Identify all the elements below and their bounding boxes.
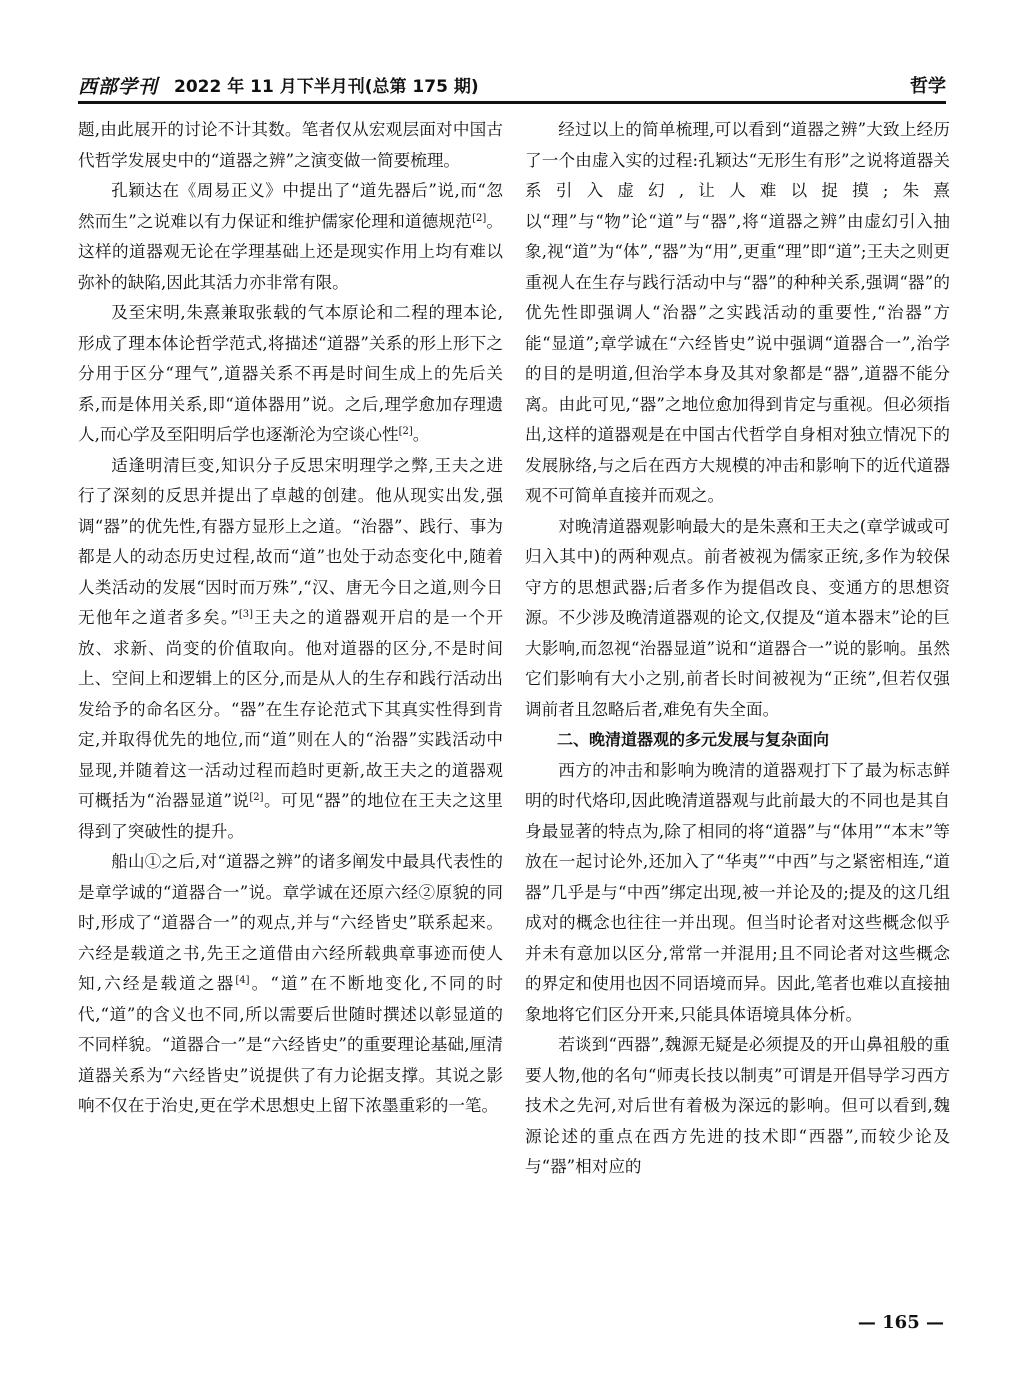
journal-logo: 西部学刊	[78, 76, 159, 98]
paragraph: 若谈到“西器”,魏源无疑是必须提及的开山鼻祖般的重要人物,他的名句“师夷长技以制夷”可谓是开倡导学习西方技术之先河,对后世有着极为深远的影响。但可以看到,魏源论述的重点在西方先进的技术即“西器”,而较少论及与“器”相对应的	[525, 1035, 950, 1176]
issue-info: 2022 年 11 月下半月刊(总第 175 期)	[174, 77, 479, 97]
paragraph: 孔颖达在《周易正义》中提出了“道先器后”说,而“忽然而生”之说难以有力保证和维护儒家伦理和道德规范[2]。这样的道器观无论在学理基础上还是现实作用上均有难以弥补的缺陷,因此其活力亦非常有限。	[78, 181, 504, 292]
paragraph: 适逢明清巨变,知识分子反思宋明理学之弊,王夫之进行了深刻的反思并提出了卓越的创建。他从现实出发,强调“器”的优先性,有器方显形上之道。“治器”、践行、事为都是人的动态历史过程,故而“道”也处于动态变化中,随着人类活动的发展“因时而万殊”,“汉、唐无今日之道,则今日无他年之道者多矣。”[3]王夫之的道器观开启的是一个开放、求新、尚变的价值取向。他对道器的区分,不是时间上、空间上和逻辑上的区分,而是从人的生存和践行活动出发给予的命名区分。“器”在生存论范式下其真实性得到肯定,并取得优先的地位,而“道”则在人的“治器”实践活动中显现,并随着这一活动过程而趋时更新,故王夫之的道器观可概括为“治器显道”说[2]。可见“器”的地位在王夫之这里得到了突破性的提升。	[78, 455, 504, 841]
paragraph: 及至宋明,朱熹兼取张载的气本原论和二程的理本论,形成了理本体论哲学范式,将描述“道器”关系的形上形下之分用于区分“理气”,道器关系不再是时间生成上的先后关系,而是体用关系,即“道体器用”说。之后,理学愈加存理遗人,而心学及至阳明后学也逐渐沦为空谈心性[2]。	[78, 303, 503, 444]
running-header	[78, 70, 946, 104]
paragraph: 题,由此展开的讨论不计其数。笔者仅从宏观层面对中国古代哲学发展史中的“道器之辨”之演变做一简要梳理。	[78, 120, 503, 170]
citation-ref: [2]	[472, 212, 487, 224]
citation-ref: [4]	[235, 975, 250, 986]
paragraph: 西方的冲击和影响为晚清的道器观打下了最为标志鲜明的时代烙印,因此晚清道器观与此前最大的不同也是其自身最显著的特点为,除了相同的将“道器”与“体用”“本末”等放在一起讨论外,还加入了“华夷”“中西”与之紧密相连,“道器”几乎是与“中西”绑定出现,被一并论及的;提及的这几组成对的概念也往往一并出现。但当时论者对这些概念似乎并未有意加以区分,常常一并混用;且不同论者对这些概念的界定和使用也因不同语境而异。因此,笔者也难以直接抽象地将它们区分开来,只能具体语境具体分析。	[525, 760, 950, 1024]
left-column	[78, 115, 503, 1122]
paragraph: 经过以上的简单梳理,可以看到“道器之辨”大致上经历了一个由虚入实的过程:孔颖达“无形生有形”之说将道器关系引入虚幻,让人难以捉摸;朱熹以“理”与“物”论“道”与“器”,将“道器之辨”由虚幻引入抽象,视“道”为“体”,“器”为“用”,更重“理”即“道”;王夫之则更重视人在生存与践行活动中与“器”的种种关系,强调“器”的优先性即强调人“治器”之实践活动的重要性,“治器”方能“显道”;章学诚在“六经皆史”说中强调“道器合一”,治学的目的是明道,但治学本身及其对象都是“器”,道器不能分离。由此可见,“器”之地位愈加得到肯定与重视。但必须指出,这样的道器观是在中国古代哲学自身相对独立情况下的发展脉络,与之后在西方大规模的冲击和影响下的近代道器观不可简单直接并而观之。	[525, 120, 950, 505]
citation-ref: [3]	[238, 609, 254, 620]
citation-ref: [2]	[249, 792, 264, 803]
paragraph: 船山①之后,对“道器之辨”的诸多阐发中最具代表性的是章学诚的“道器合一”说。章学诚在还原六经②原貌的同时,形成了“道器合一”的观点,并与“六经皆史”联系起来。六经是载道之书,先王之道借由六经所载典章事迹而使人知,六经是载道之器[4]。“道”在不断地变化,不同的时代,“道”的含义也不同,所以需要后世随时撰述以彰显道的不同样貌。“道器合一”是“六经皆史”的重要理论基础,厘清道器关系为“六经皆史”说提供了有力论据支撑。其说之影响不仅在于治史,更在学术思想史上留下浓墨重彩的一笔。	[78, 852, 503, 1115]
page-number: — 165 —	[857, 1312, 944, 1333]
citation-ref: [2]	[398, 426, 413, 437]
section-title: 哲学	[910, 76, 946, 97]
header-rule	[78, 101, 946, 104]
section-heading: 二、晚清道器观的多元发展与复杂面向	[557, 730, 830, 749]
right-column	[525, 115, 950, 1183]
paragraph: 对晚清道器观影响最大的是朱熹和王夫之(章学诚或可归入其中)的两种观点。前者被视为儒家正统,多作为较保守方的思想武器;后者多作为提倡改良、变通方的思想资源。不少涉及晚清道器观的论文,仅提及“道本器末”论的巨大影响,而忽视“治器显道”说和“道器合一”说的影响。虽然它们影响有大小之别,前者长时间被视为“正统”,但若仅强调前者且忽略后者,难免有失全面。	[525, 516, 950, 719]
